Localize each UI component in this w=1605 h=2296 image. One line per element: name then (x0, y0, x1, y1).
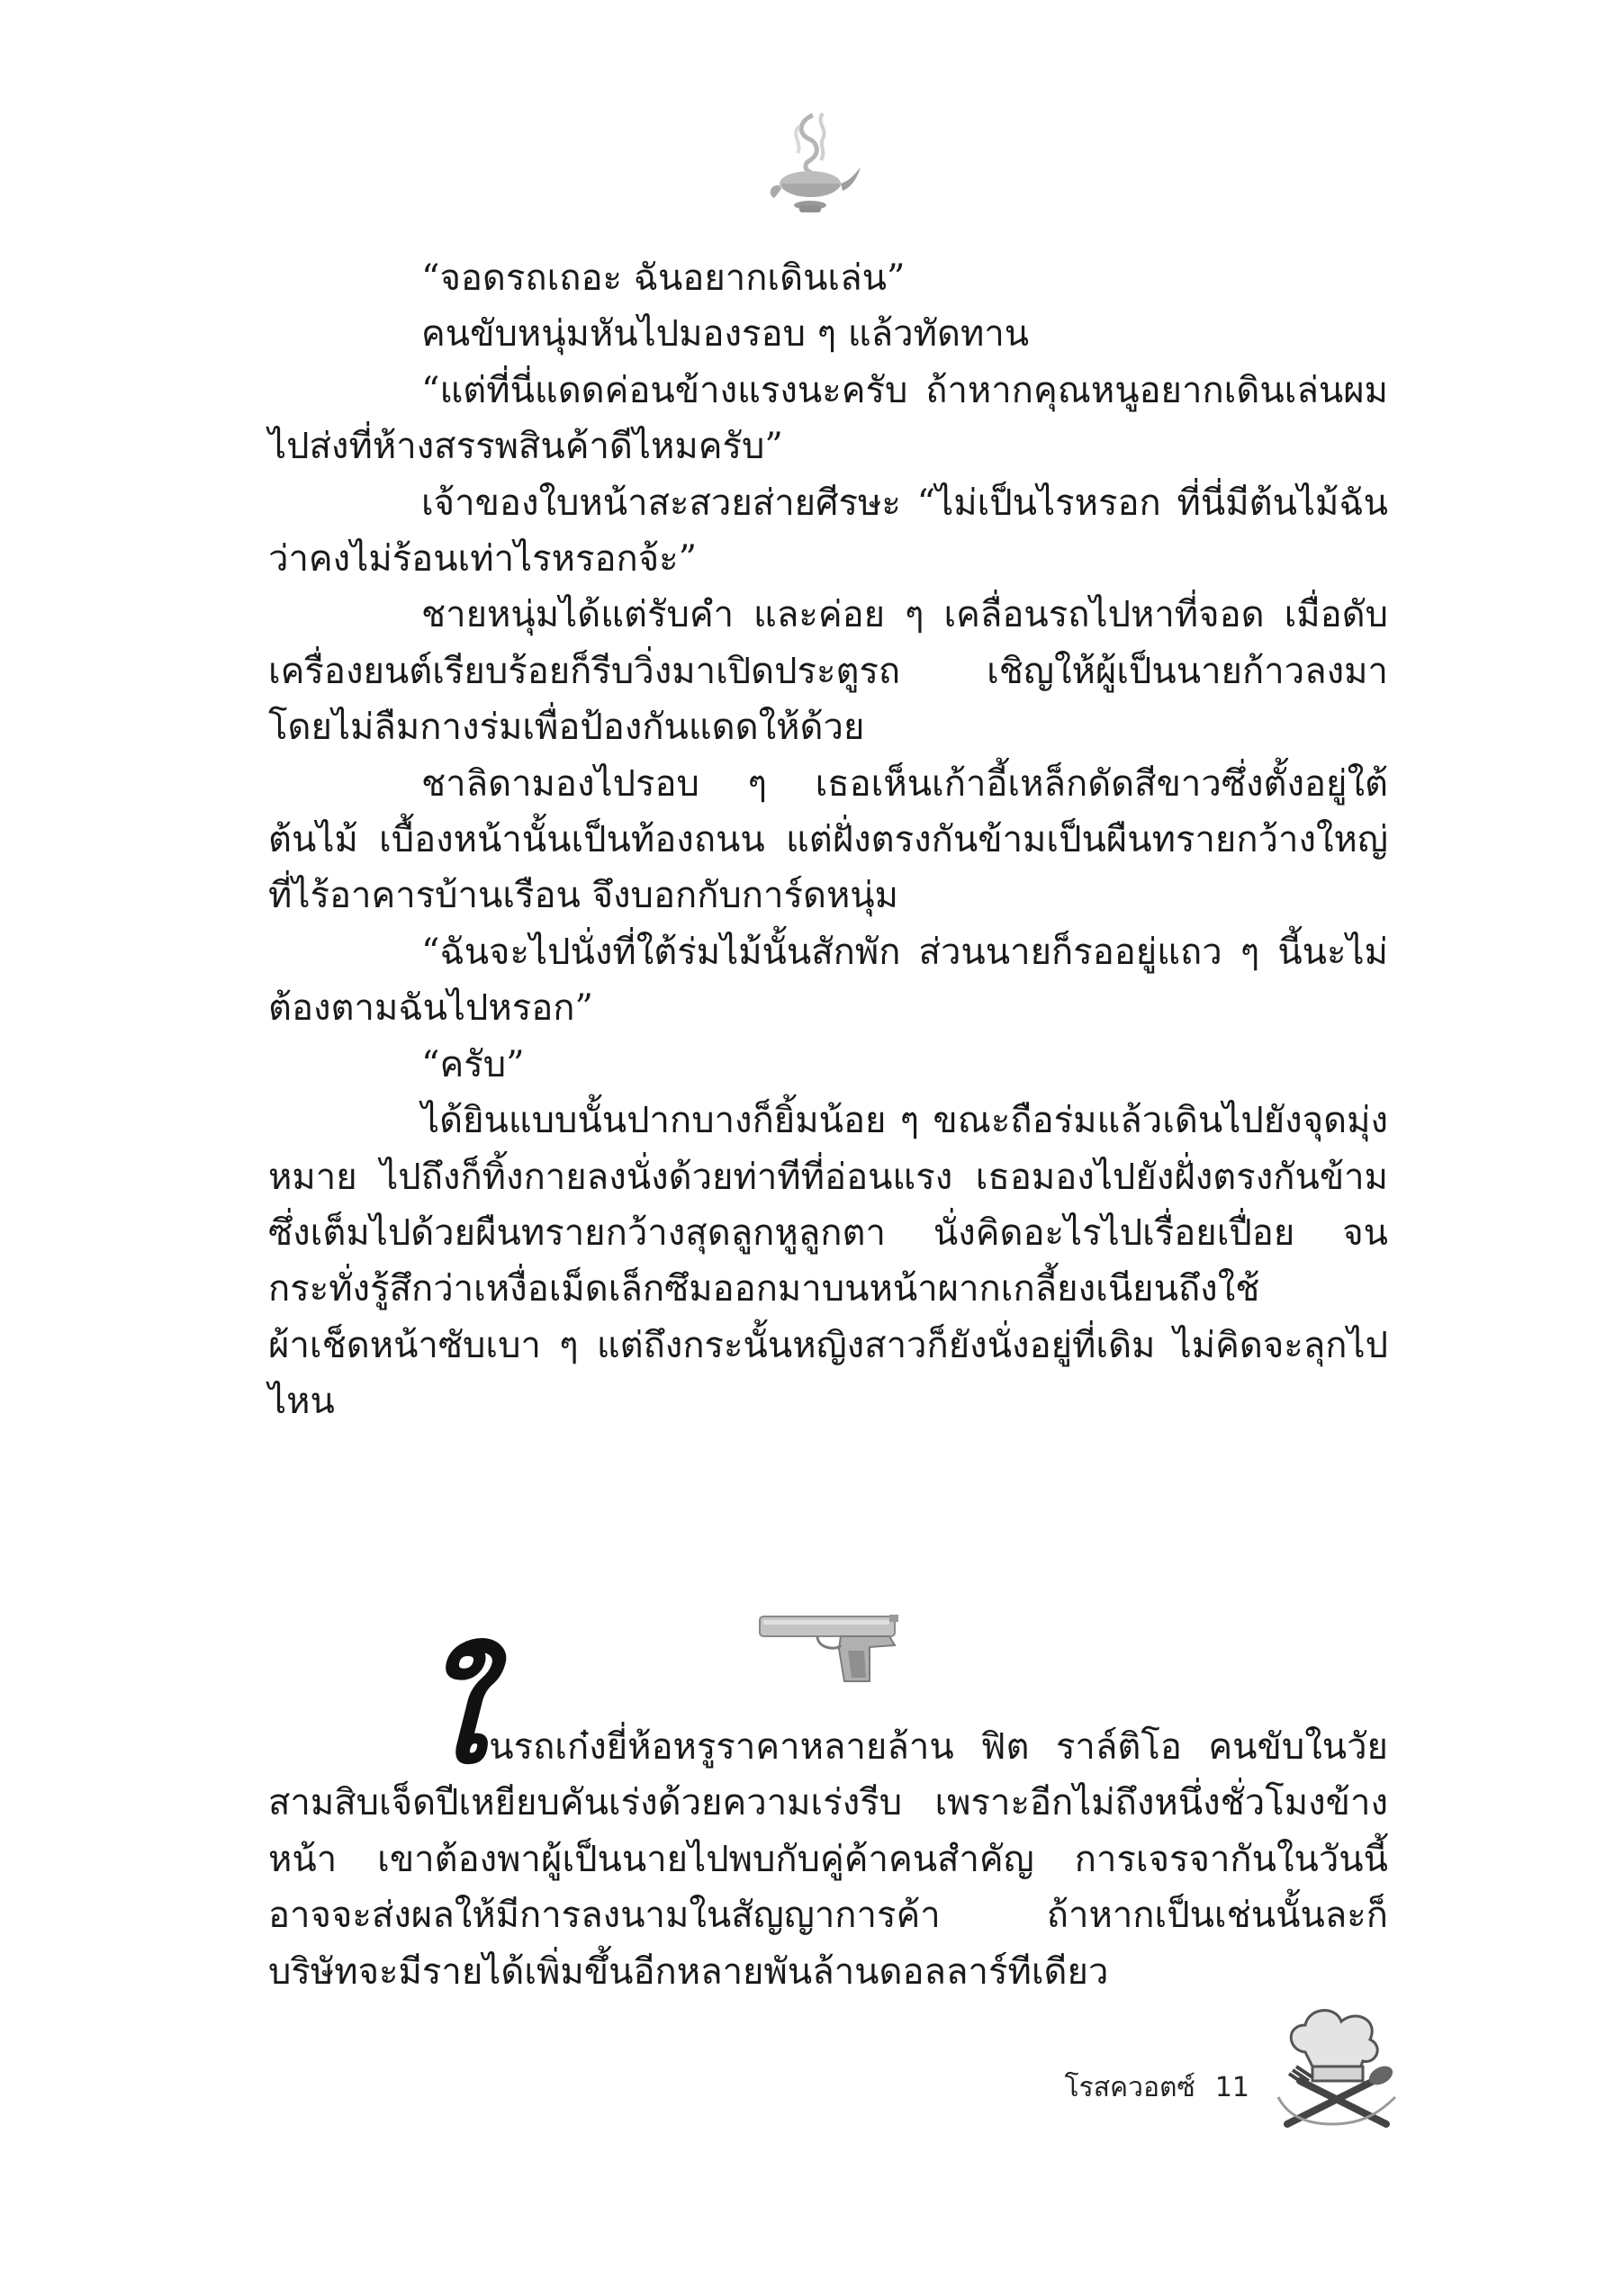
paragraph: ได้ยินแบบนั้นปากบางก็ยิ้มน้อย ๆ ขณะถือร่มแล้วเดินไปยังจุดมุ่งหมาย ไปถึงก็ทิ้งกายลงนั่งด้วยท่าทีที่อ่อนแรง เธอมองไปยังฝั่งตรงกันข้ามซึ่งเต็มไปด้วยผืนทรายกว้างสุดลูกหูลูกตา นั่งคิดอะไรไปเรื่อยเปื่อย จนกระทั่งรู้สึกว่าเหงื่อเม็ดเล็กซึมออกมาบนหน้าผากเกลี้ยงเนียนถึงใช้ผ้าเช็ดหน้าซับเบา ๆ แต่ถึงกระนั้นหญิงสาวก็ยังนั่งอยู่ที่เดิม ไม่คิดจะลุกไปไหน (268, 1100, 1388, 1423)
drop-cap: ใ (419, 1635, 486, 1794)
chef-hat-utensils-icon (1269, 1998, 1404, 2133)
paragraph: คนขับหนุ่มหันไปมองรอบ ๆ แล้วทัดทาน (421, 313, 1030, 356)
magic-lamp-icon (763, 108, 862, 225)
section-two (268, 1635, 1388, 2000)
paragraph: ชาลิดามองไปรอบ ๆ เธอเห็นเก้าอี้เหล็กดัดสีขาวซึ่งตั้งอยู่ใต้ต้นไม้ เบื้องหน้านั้นเป็นท้องถนน แต่ฝั่งตรงกันข้ามเป็นผืนทรายกว้างใหญ่ที่ไร้อาคารบ้านเรือน จึงบอกกับการ์ดหนุ่ม (268, 762, 1388, 917)
paragraph: “ครับ” (421, 1043, 525, 1085)
paragraph: “ฉันจะไปนั่งที่ใต้ร่มไม้นั้นสักพัก ส่วนนายก็รออยู่แถว ๆ นี้นะไม่ต้องตามฉันไปหรอก” (268, 931, 1388, 1030)
section-two-text: นรถเก๋งยี่ห้อหรูราคาหลายล้าน ฟิต ราล์ติโอ คนขับในวัยสามสิบเจ็ดปีเหยียบคันเร่งด้วยความเร่งรีบ เพราะอีกไม่ถึงหนึ่งชั่วโมงข้างหน้า เขาต้องพาผู้เป็นนายไปพบกับคู่ค้าคนสำคัญ การเจรจากันในวันนี้อาจจะส่งผลให้มีการลงนามในสัญญาการค้า ถ้าหากเป็นเช่นนั้นละก็ บริษัทจะมีรายได้เพิ่มขึ้นอีกหลายพันล้านดอลลาร์ทีเดียว (268, 1726, 1388, 1993)
page-number: 11 (1214, 2072, 1249, 2103)
main-text (268, 250, 1388, 1430)
page-footer (997, 2066, 1249, 2109)
paragraph: “จอดรถเถอะ ฉันอยากเดินเล่น” (421, 257, 906, 299)
paragraph: เจ้าของใบหน้าสะสวยส่ายศีรษะ “ไม่เป็นไรหรอก ที่นี่มีต้นไม้ฉันว่าคงไม่ร้อนเท่าไรหรอกจ้ะ” (268, 482, 1388, 581)
paragraph: ชายหนุ่มได้แต่รับคำ และค่อย ๆ เคลื่อนรถไปหาที่จอด เมื่อดับเครื่องยนต์เรียบร้อยก็รีบวิ่งมาเปิดประตูรถ เชิญให้ผู้เป็นนายก้าวลงมา โดยไม่ลืมกางร่มเพื่อป้องกันแดดให้ด้วย (268, 594, 1388, 749)
book-title: โรสควอตซ์ (1064, 2072, 1195, 2103)
paragraph: “แต่ที่นี่แดดค่อนข้างแรงนะครับ ถ้าหากคุณหนูอยากเดินเล่นผมไปส่งที่ห้างสรรพสินค้าดีไหมครับ” (268, 369, 1388, 468)
